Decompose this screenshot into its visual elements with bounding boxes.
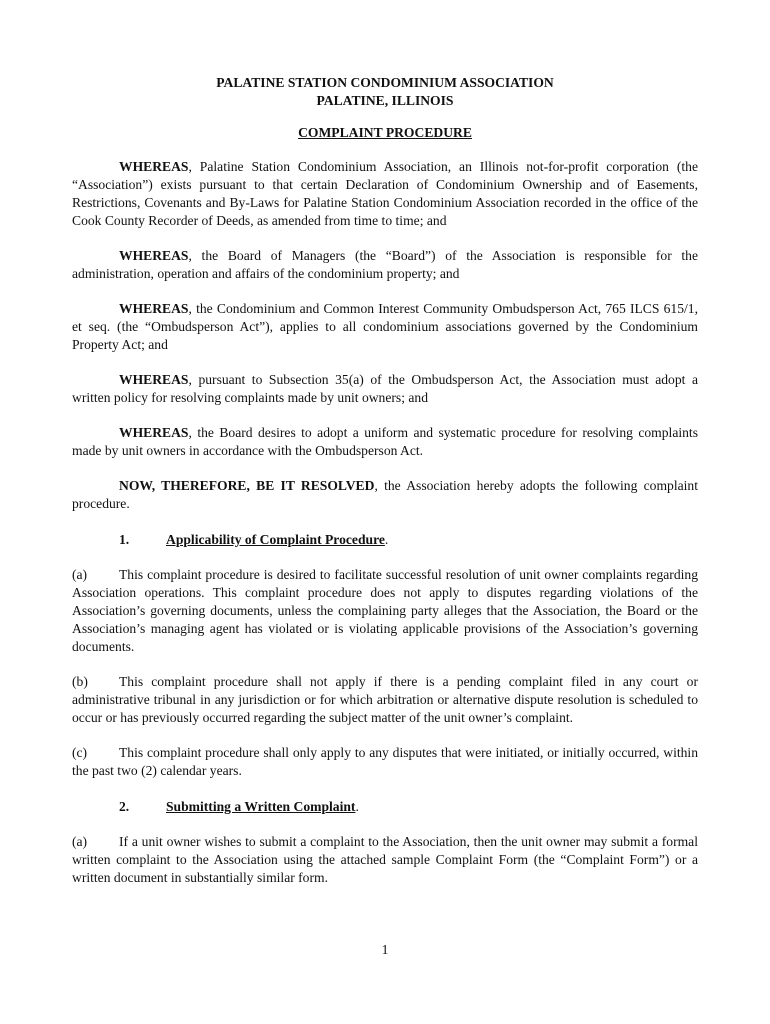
page-number: 1 — [381, 942, 389, 957]
item-label: (b) — [72, 674, 88, 689]
section-number: 2. — [119, 799, 130, 814]
section-1-item-a — [72, 566, 698, 656]
item-label: (a) — [72, 567, 88, 582]
recital-text: , pursuant to Subsection 35(a) of the Ombudsperson Act, the Association must adopt a written policy for resolving complaints made by unit owners; and — [72, 372, 698, 405]
recital-text: , the Condominium and Common Interest Community Ombudsperson Act, 765 ILCS 615/1, et seq. (the “Ombudsperson Act”), applies to all condominium associations governed by the Condominium Property Act; and — [72, 301, 698, 352]
item-text: This complaint procedure is desired to facilitate successful resolution of unit owner complaints regarding Association operations. This complaint procedure does not apply to disputes regarding violations of the Association’s governing documents, unless the complaining party alleges that the Association, the Board or the Association’s managing agent has violated or is violating applicable provisions of the Association’s governing documents. — [72, 567, 698, 654]
recital-lead: WHEREAS — [119, 425, 189, 440]
section-number: 1. — [119, 532, 130, 547]
item-label: (c) — [72, 745, 88, 760]
recital-lead: WHEREAS — [119, 248, 189, 263]
section-1-item-c — [72, 744, 698, 780]
recital-lead: WHEREAS — [119, 301, 189, 316]
recital-text: , Palatine Station Condominium Association, an Illinois not-for-profit corporation (the “Association”) exists pursuant to that certain Declaration of Condominium Ownership and of Easements, Restrictions, Covenants and By-Laws for Palatine Station Condominium Association recorded in the office of the Cook County Recorder of Deeds, as amended from time to time; and — [72, 159, 698, 228]
resolution-text: , the Association hereby adopts the following complaint procedure. — [72, 478, 698, 511]
document-body — [72, 74, 698, 887]
section-title: Applicability of Complaint Procedure — [166, 532, 385, 547]
recital-lead: WHEREAS — [119, 159, 189, 174]
item-text: This complaint procedure shall not apply if there is a pending complaint filed in any court or administrative tribunal in any jurisdiction or for which arbitration or alternative dispute resolution is scheduled to occur or has previously occurred regarding the subject matter of the unit owner’s complaint. — [72, 674, 698, 725]
association-location: PALATINE, ILLINOIS — [316, 93, 454, 108]
recital-text: , the Board of Managers (the “Board”) of the Association is responsible for the administration, operation and affairs of the condominium property; and — [72, 248, 698, 281]
item-text: If a unit owner wishes to submit a complaint to the Association, then the unit owner may submit a formal written complaint to the Association using the attached sample Complaint Form (the “Complaint Form”) or a written document in substantially similar form. — [72, 834, 698, 885]
recital-paragraph — [72, 158, 698, 230]
recital-paragraph — [72, 300, 698, 354]
association-name: PALATINE STATION CONDOMINIUM ASSOCIATION — [216, 75, 554, 90]
item-text: This complaint procedure shall only apply to any disputes that were initiated, or initially occurred, within the past two (2) calendar years. — [72, 745, 698, 778]
document-title: COMPLAINT PROCEDURE — [298, 125, 472, 140]
section-1-item-b — [72, 673, 698, 727]
section-2-item-a — [72, 833, 698, 887]
recital-paragraph — [72, 424, 698, 460]
resolution-paragraph — [72, 477, 698, 513]
section-2-heading: 2. Submitting a Written Complaint. — [119, 799, 359, 814]
section-1-heading: 1. Applicability of Complaint Procedure. — [119, 532, 389, 547]
recital-lead: WHEREAS — [119, 372, 189, 387]
resolution-lead: NOW, THEREFORE, BE IT RESOLVED — [119, 478, 375, 493]
item-label: (a) — [72, 834, 88, 849]
recital-text: , the Board desires to adopt a uniform and systematic procedure for resolving complaints made by unit owners in accordance with the Ombudsperson Act. — [72, 425, 698, 458]
recital-paragraph — [72, 247, 698, 283]
recital-paragraph — [72, 371, 698, 407]
section-title: Submitting a Written Complaint — [166, 799, 356, 814]
